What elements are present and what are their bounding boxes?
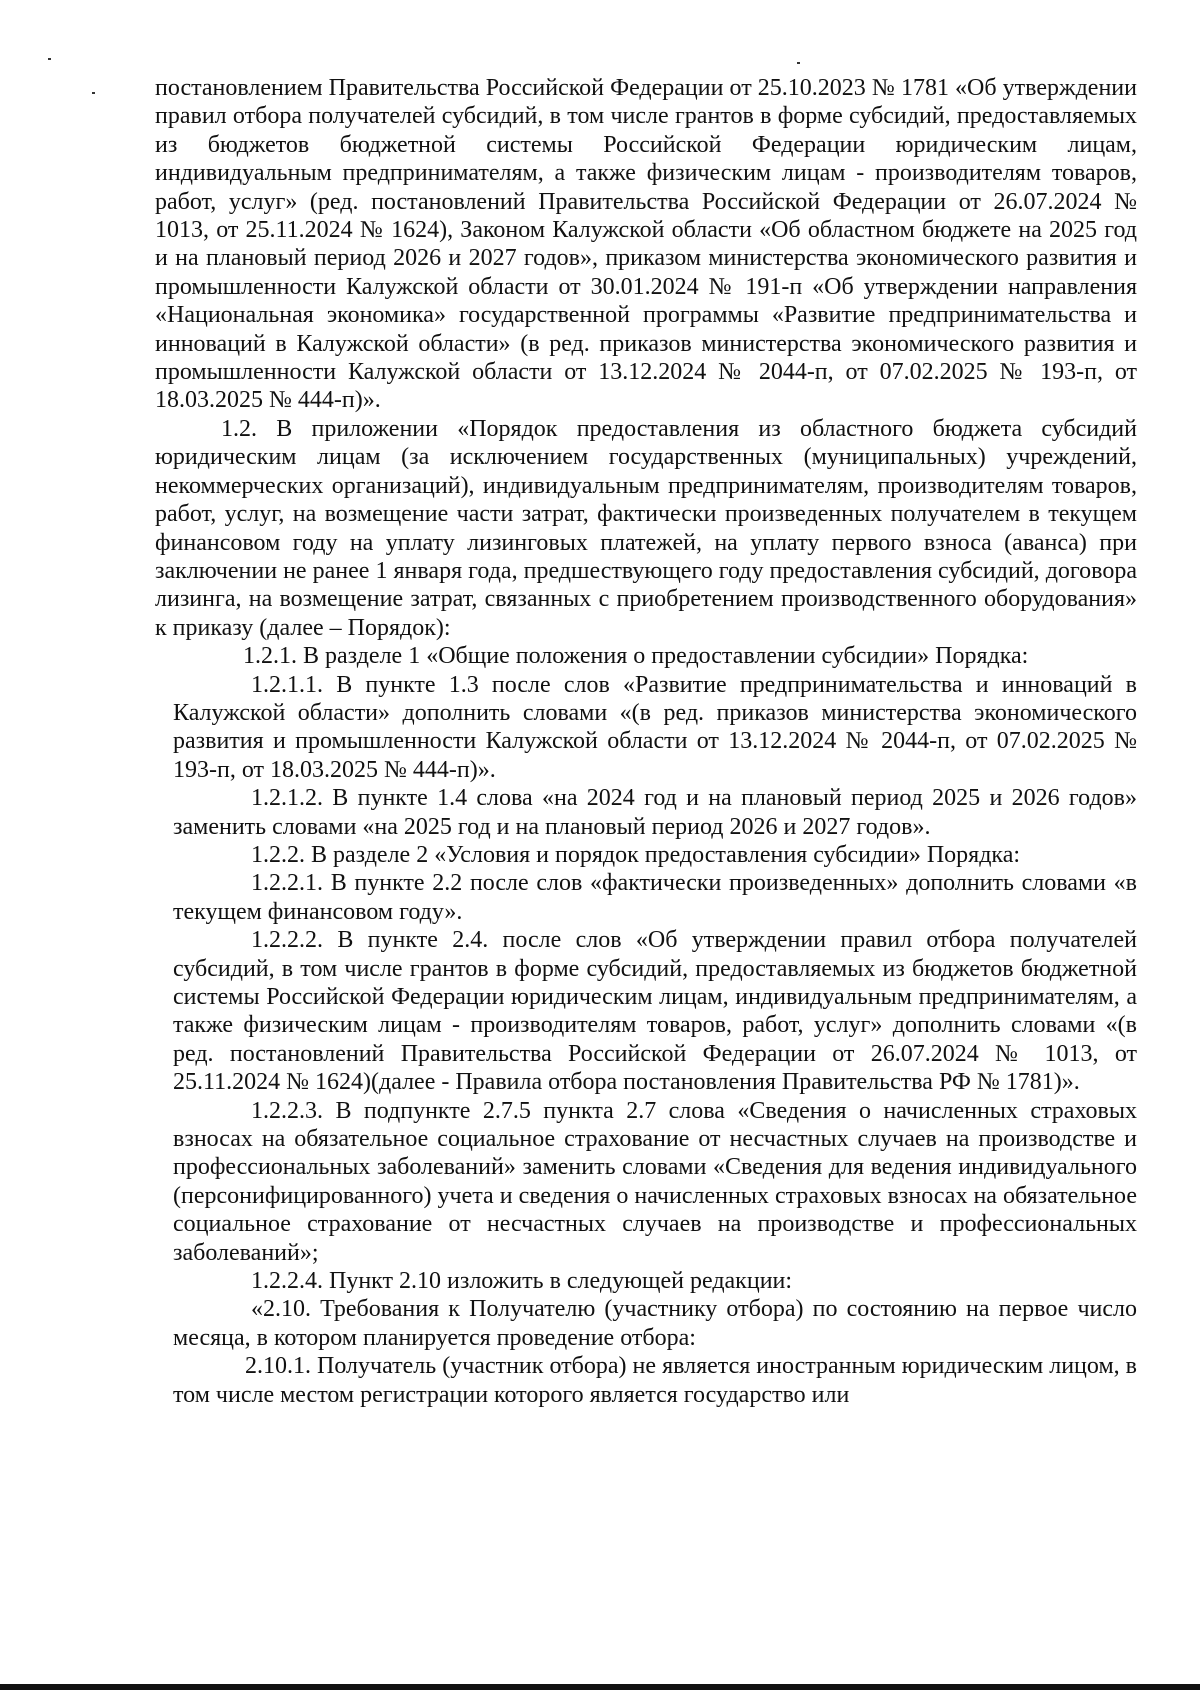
- scan-mark: [92, 92, 95, 94]
- paragraph-2-10: «2.10. Требования к Получателю (участнику отбора) по состоянию на первое число месяца, в котором планируется проведение отбора:: [173, 1296, 1137, 1351]
- paragraph-1-2-2: 1.2.2. В разделе 2 «Условия и порядок предоставления субсидии» Порядка:: [251, 841, 1021, 868]
- document-page: [155, 74, 1137, 1409]
- paragraph-1-2: 1.2. В приложении «Порядок предоставления из областного бюджета субсидий юридическим лицам (за исключением государственных (муниципальных) учреждений, некоммерческих организаций), индивидуальным предпринимателям, производителям товаров, работ, услуг, на возмещение части затрат, фактически произведенных получателем в текущем финансовом году на уплату лизинговых платежей, на уплату первого взноса (аванса) при заключении не ранее 1 января года, предшествующего году предоставления субсидий, договора лизинга, на возмещение затрат, связанных с приобретением производственного оборудования» к приказу (далее – Порядок):: [155, 415, 1137, 641]
- paragraph-1-2-2-2: 1.2.2.2. В пункте 2.4. после слов «Об утверждении правил отбора получателей субсидий, в том числе грантов в форме субсидий, предоставляемых из бюджетов бюджетной системы Российской Федерации юридическим лицам, индивидуальным предпринимателям, а также физическим лицам - производителям товаров, работ, услуг» дополнить словами «(в ред. постановлений Правительства Российской Федерации от 26.07.2024 № 1013, от 25.11.2024 № 1624)(далее - Правила отбора постановления Правительства РФ № 1781)».: [173, 927, 1137, 1096]
- paragraph-1-2-1-1: 1.2.1.1. В пункте 1.3 после слов «Развитие предпринимательства и инноваций в Калужской области» дополнить словами «(в ред. приказов министерства экономического развития и промышленности Калужской области от 13.12.2024 № 2044-п, от 07.02.2025 № 193-п, от 18.03.2025 № 444-п)».: [173, 671, 1137, 783]
- scan-bottom-edge: [0, 1684, 1200, 1690]
- paragraph-1-2-1: 1.2.1. В разделе 1 «Общие положения о предоставлении субсидии» Порядка:: [243, 643, 1029, 670]
- paragraph-1-2-2-4: 1.2.2.4. Пункт 2.10 изложить в следующей редакции:: [251, 1268, 793, 1295]
- paragraph-1-2-1-2: 1.2.1.2. В пункте 1.4 слова «на 2024 год и на плановый период 2025 и 2026 годов» заменить словами «на 2025 год и на плановый период 2026 и 2027 годов».: [173, 785, 1137, 840]
- scan-mark: [48, 58, 51, 60]
- paragraph-continuation: постановлением Правительства Российской Федерации от 25.10.2023 № 1781 «Об утверждении правил отбора получателей субсидий, в том числе грантов в форме субсидий, предоставляемых из бюджетов бюджетной системы Российской Федерации юридическим лицам, индивидуальным предпринимателям, а также физическим лицам - производителям товаров, работ, услуг» (ред. постановлений Правительства Российской Федерации от 26.07.2024 № 1013, от 25.11.2024 № 1624), Законом Калужской области «Об областном бюджете на 2025 год и на плановый период 2026 и 2027 годов», приказом министерства экономического развития и промышленности Калужской области от 30.01.2024 № 191-п «Об утверждении направления «Национальная экономика» государственной программы «Развитие предпринимательства и инноваций в Калужской области» (в ред. приказов министерства экономического развития и промышленности Калужской области от 13.12.2024 № 2044-п, от 07.02.2025 № 193-п, от 18.03.2025 № 444-п)».: [155, 75, 1137, 414]
- scan-mark: [797, 62, 800, 64]
- paragraph-1-2-2-3: 1.2.2.3. В подпункте 2.7.5 пункта 2.7 слова «Сведения о начисленных страховых взносах на обязательное социальное страхование от несчастных случаев на производстве и профессиональных заболеваний» заменить словами «Сведения для ведения индивидуального (персонифицированного) учета и сведения о начисленных страховых взносах на обязательное социальное страхование от несчастных случаев на производстве и профессиональных заболеваний»;: [173, 1097, 1137, 1266]
- paragraph-1-2-2-1: 1.2.2.1. В пункте 2.2 после слов «фактически произведенных» дополнить словами «в текущем финансовом году».: [173, 870, 1137, 925]
- paragraph-2-10-1: 2.10.1. Получатель (участник отбора) не является иностранным юридическим лицом, в том числе местом регистрации которого является государство или: [173, 1353, 1137, 1408]
